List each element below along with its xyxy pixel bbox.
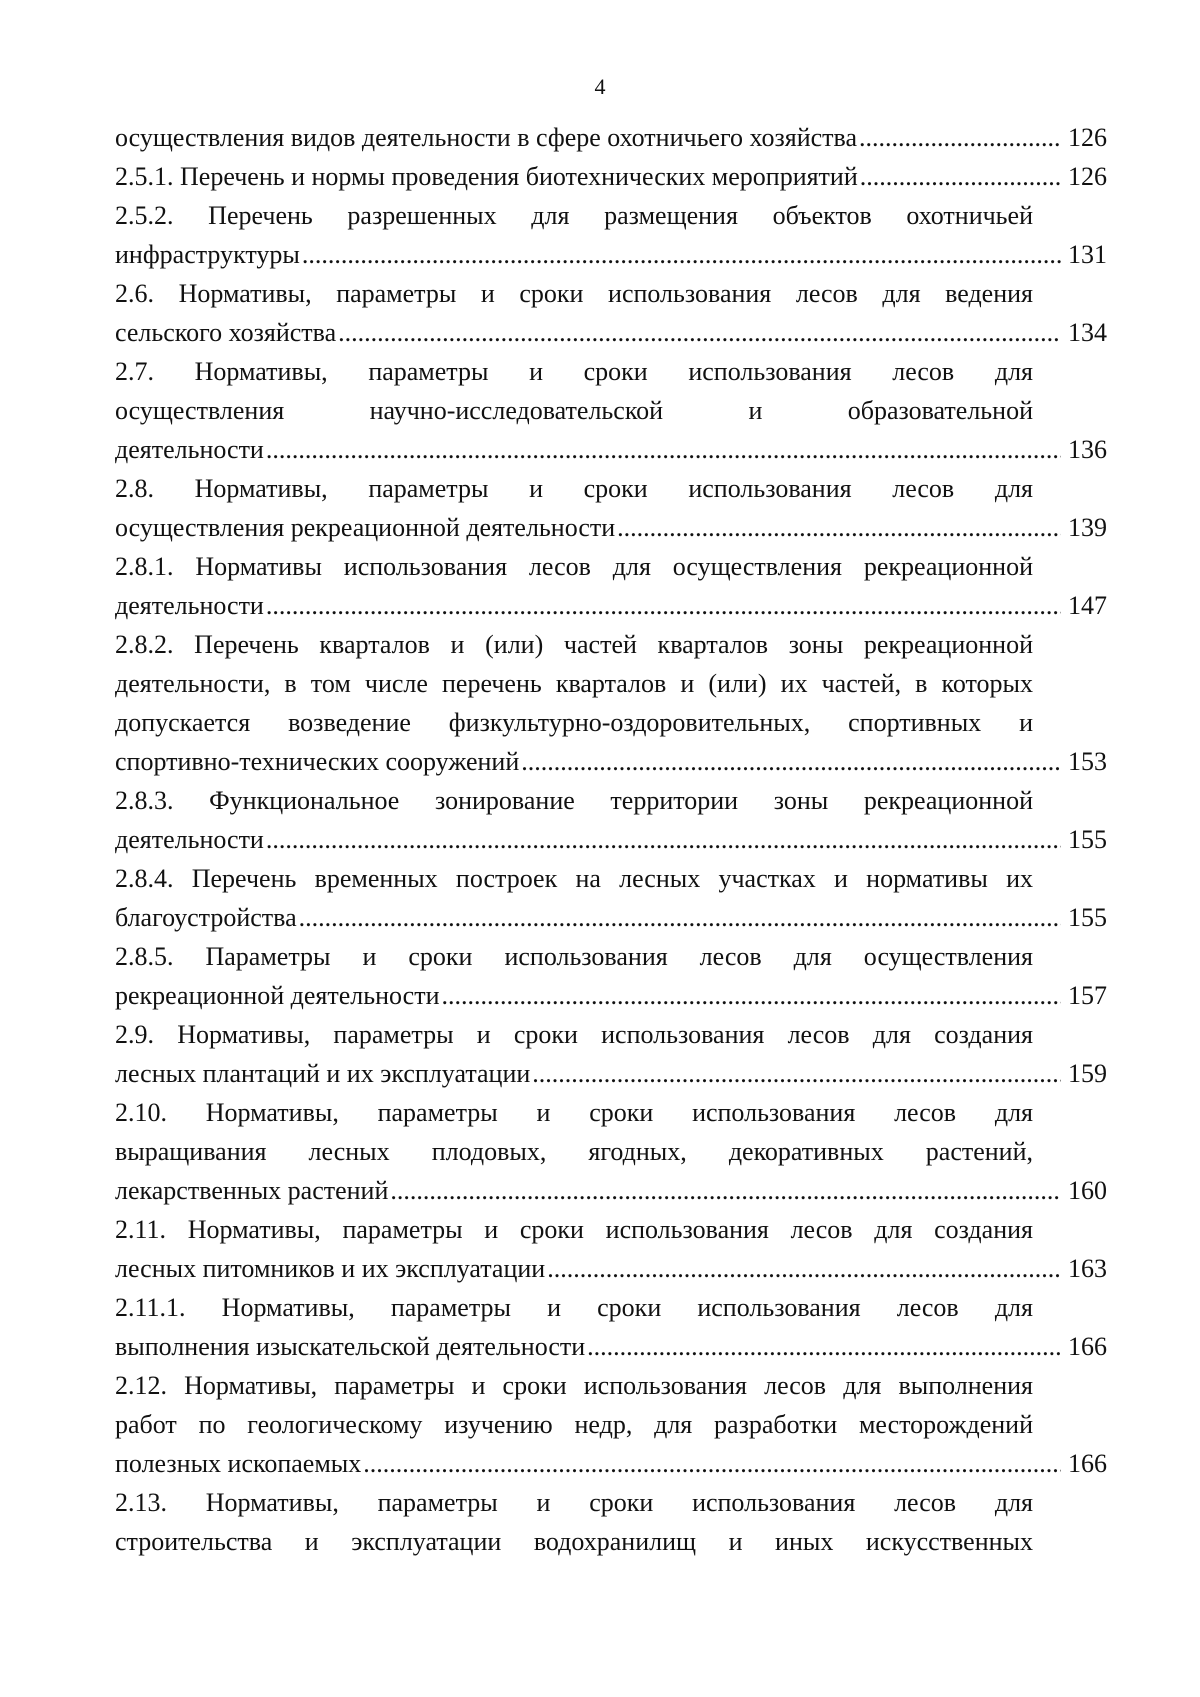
- toc-entry-final-line: [115, 118, 1107, 157]
- toc-entry: [115, 196, 1107, 274]
- toc-page-number: 126: [1068, 123, 1107, 152]
- toc-entry-line: осуществления научно-исследовательской и образовательной: [115, 396, 1033, 425]
- toc-entry: [115, 937, 1107, 1015]
- toc-entry-title: осуществления видов деятельности в сфере охотничьего хозяйства: [115, 123, 858, 152]
- toc-entry-line: 2.8. Нормативы, параметры и сроки использования лесов для: [115, 474, 1033, 503]
- toc-leader-dots: [860, 157, 1061, 196]
- toc-entry-final-line: [115, 1444, 1107, 1483]
- toc-entry-final-line: [115, 157, 1107, 196]
- toc-entry-line: 2.11.1. Нормативы, параметры и сроки использования лесов для: [115, 1293, 1033, 1322]
- toc-entry-line: 2.8.4. Перечень временных построек на лесных участках и нормативы их: [115, 864, 1033, 893]
- toc-page-number: 166: [1068, 1449, 1107, 1478]
- toc-entry-title: благоустройства: [115, 903, 297, 932]
- toc-page-number: 155: [1068, 825, 1107, 854]
- toc-leader-dots: [617, 508, 1061, 547]
- toc-page-number: 157: [1068, 981, 1107, 1010]
- toc-entry-line: 2.8.3. Функциональное зонирование территории зоны рекреационной: [115, 786, 1033, 815]
- toc-page-number: 131: [1068, 240, 1107, 269]
- toc-entry: [115, 781, 1107, 859]
- toc-entry-title: полезных ископаемых: [115, 1449, 362, 1478]
- toc-page-number: 160: [1068, 1176, 1107, 1205]
- toc-entry-final-line: [115, 898, 1107, 937]
- toc-page-number: 166: [1068, 1332, 1107, 1361]
- toc-entry-line: допускается возведение физкультурно-оздоровительных, спортивных и: [115, 708, 1033, 737]
- toc-leader-dots: [363, 1444, 1061, 1483]
- toc-entry: [115, 1483, 1107, 1561]
- toc-entry-title: выполнения изыскательской деятельности: [115, 1332, 586, 1361]
- toc-entry: [115, 1015, 1107, 1093]
- toc-leader-dots: [338, 313, 1061, 352]
- toc-entry: [115, 1366, 1107, 1483]
- toc-entry-line: 2.11. Нормативы, параметры и сроки использования лесов для создания: [115, 1215, 1033, 1244]
- toc-entry-line: 2.12. Нормативы, параметры и сроки использования лесов для выполнения: [115, 1371, 1033, 1400]
- toc-leader-dots: [441, 976, 1061, 1015]
- toc-leader-dots: [390, 1171, 1061, 1210]
- toc-entry-line: строительства и эксплуатации водохранилищ и иных искусственных: [115, 1527, 1033, 1556]
- toc-entry: [115, 1210, 1107, 1288]
- toc-leader-dots: [587, 1327, 1061, 1366]
- toc-entry-line: деятельности, в том числе перечень кварталов и (или) их частей, в которых: [115, 669, 1033, 698]
- toc-entry-title: инфраструктуры: [115, 240, 300, 269]
- toc-entry-title: рекреационной деятельности: [115, 981, 440, 1010]
- toc-entry-final-line: [115, 430, 1107, 469]
- toc-entry-title: сельского хозяйства: [115, 318, 337, 347]
- toc-leader-dots: [266, 586, 1061, 625]
- toc-leader-dots: [302, 235, 1061, 274]
- toc-entry: [115, 547, 1107, 625]
- toc-leader-dots: [266, 820, 1061, 859]
- toc-entry-title: спортивно-технических сооружений: [115, 747, 520, 776]
- table-of-contents: [115, 118, 1107, 1561]
- toc-page-number: 126: [1068, 162, 1107, 191]
- toc-leader-dots: [299, 898, 1061, 937]
- toc-entry-line: 2.10. Нормативы, параметры и сроки использования лесов для: [115, 1098, 1033, 1127]
- toc-entry-title: лекарственных растений: [115, 1176, 389, 1205]
- toc-entry-title: лесных плантаций и их эксплуатации: [115, 1059, 531, 1088]
- toc-entry-final-line: [115, 1054, 1107, 1093]
- toc-entry: [115, 352, 1107, 469]
- toc-leader-dots: [859, 118, 1061, 157]
- toc-leader-dots: [521, 742, 1061, 781]
- toc-entry: [115, 1288, 1107, 1366]
- toc-entry-title: деятельности: [115, 591, 264, 620]
- toc-page-number: 163: [1068, 1254, 1107, 1283]
- toc-page-number: 136: [1068, 435, 1107, 464]
- toc-entry-final-line: [115, 508, 1107, 547]
- toc-page-number: 139: [1068, 513, 1107, 542]
- toc-entry-final-line: [115, 313, 1107, 352]
- toc-entry-final-line: [115, 742, 1107, 781]
- toc-entry: [115, 118, 1107, 157]
- toc-entry-title: 2.5.1. Перечень и нормы проведения биотехнических мероприятий: [115, 162, 858, 191]
- toc-leader-dots: [547, 1249, 1061, 1288]
- toc-leader-dots: [532, 1054, 1061, 1093]
- toc-entry: [115, 157, 1107, 196]
- toc-entry-line: работ по геологическому изучению недр, для разработки месторождений: [115, 1410, 1033, 1439]
- toc-entry: [115, 625, 1107, 781]
- toc-entry-line: выращивания лесных плодовых, ягодных, декоративных растений,: [115, 1137, 1033, 1166]
- toc-entry-title: деятельности: [115, 435, 264, 464]
- page-number: 4: [594, 74, 606, 99]
- toc-entry-line: 2.8.5. Параметры и сроки использования лесов для осуществления: [115, 942, 1033, 971]
- toc-entry-final-line: [115, 1249, 1107, 1288]
- toc-entry-final-line: [115, 1171, 1107, 1210]
- toc-page-number: 134: [1068, 318, 1107, 347]
- toc-entry: [115, 469, 1107, 547]
- toc-entry-title: лесных питомников и их эксплуатации: [115, 1254, 546, 1283]
- toc-page-number: 153: [1068, 747, 1107, 776]
- toc-entry-title: осуществления рекреационной деятельности: [115, 513, 616, 542]
- toc-entry-line: 2.8.2. Перечень кварталов и (или) частей кварталов зоны рекреационной: [115, 630, 1033, 659]
- toc-leader-dots: [266, 430, 1061, 469]
- toc-entry-final-line: [115, 976, 1107, 1015]
- toc-entry-title: деятельности: [115, 825, 264, 854]
- toc-entry: [115, 859, 1107, 937]
- toc-entry-final-line: [115, 820, 1107, 859]
- toc-entry-line: 2.9. Нормативы, параметры и сроки использования лесов для создания: [115, 1020, 1033, 1049]
- toc-page-number: 147: [1068, 591, 1107, 620]
- toc-entry-final-line: [115, 586, 1107, 625]
- toc-entry: [115, 274, 1107, 352]
- toc-entry-final-line: [115, 235, 1107, 274]
- toc-entry-line: 2.13. Нормативы, параметры и сроки использования лесов для: [115, 1488, 1033, 1517]
- toc-entry-line: 2.8.1. Нормативы использования лесов для осуществления рекреационной: [115, 552, 1033, 581]
- toc-page-number: 159: [1068, 1059, 1107, 1088]
- toc-entry-final-line: [115, 1327, 1107, 1366]
- toc-entry-line: 2.5.2. Перечень разрешенных для размещения объектов охотничьей: [115, 201, 1033, 230]
- toc-page-number: 155: [1068, 903, 1107, 932]
- toc-entry: [115, 1093, 1107, 1210]
- toc-entry-line: 2.6. Нормативы, параметры и сроки использования лесов для ведения: [115, 279, 1033, 308]
- toc-entry-line: 2.7. Нормативы, параметры и сроки использования лесов для: [115, 357, 1033, 386]
